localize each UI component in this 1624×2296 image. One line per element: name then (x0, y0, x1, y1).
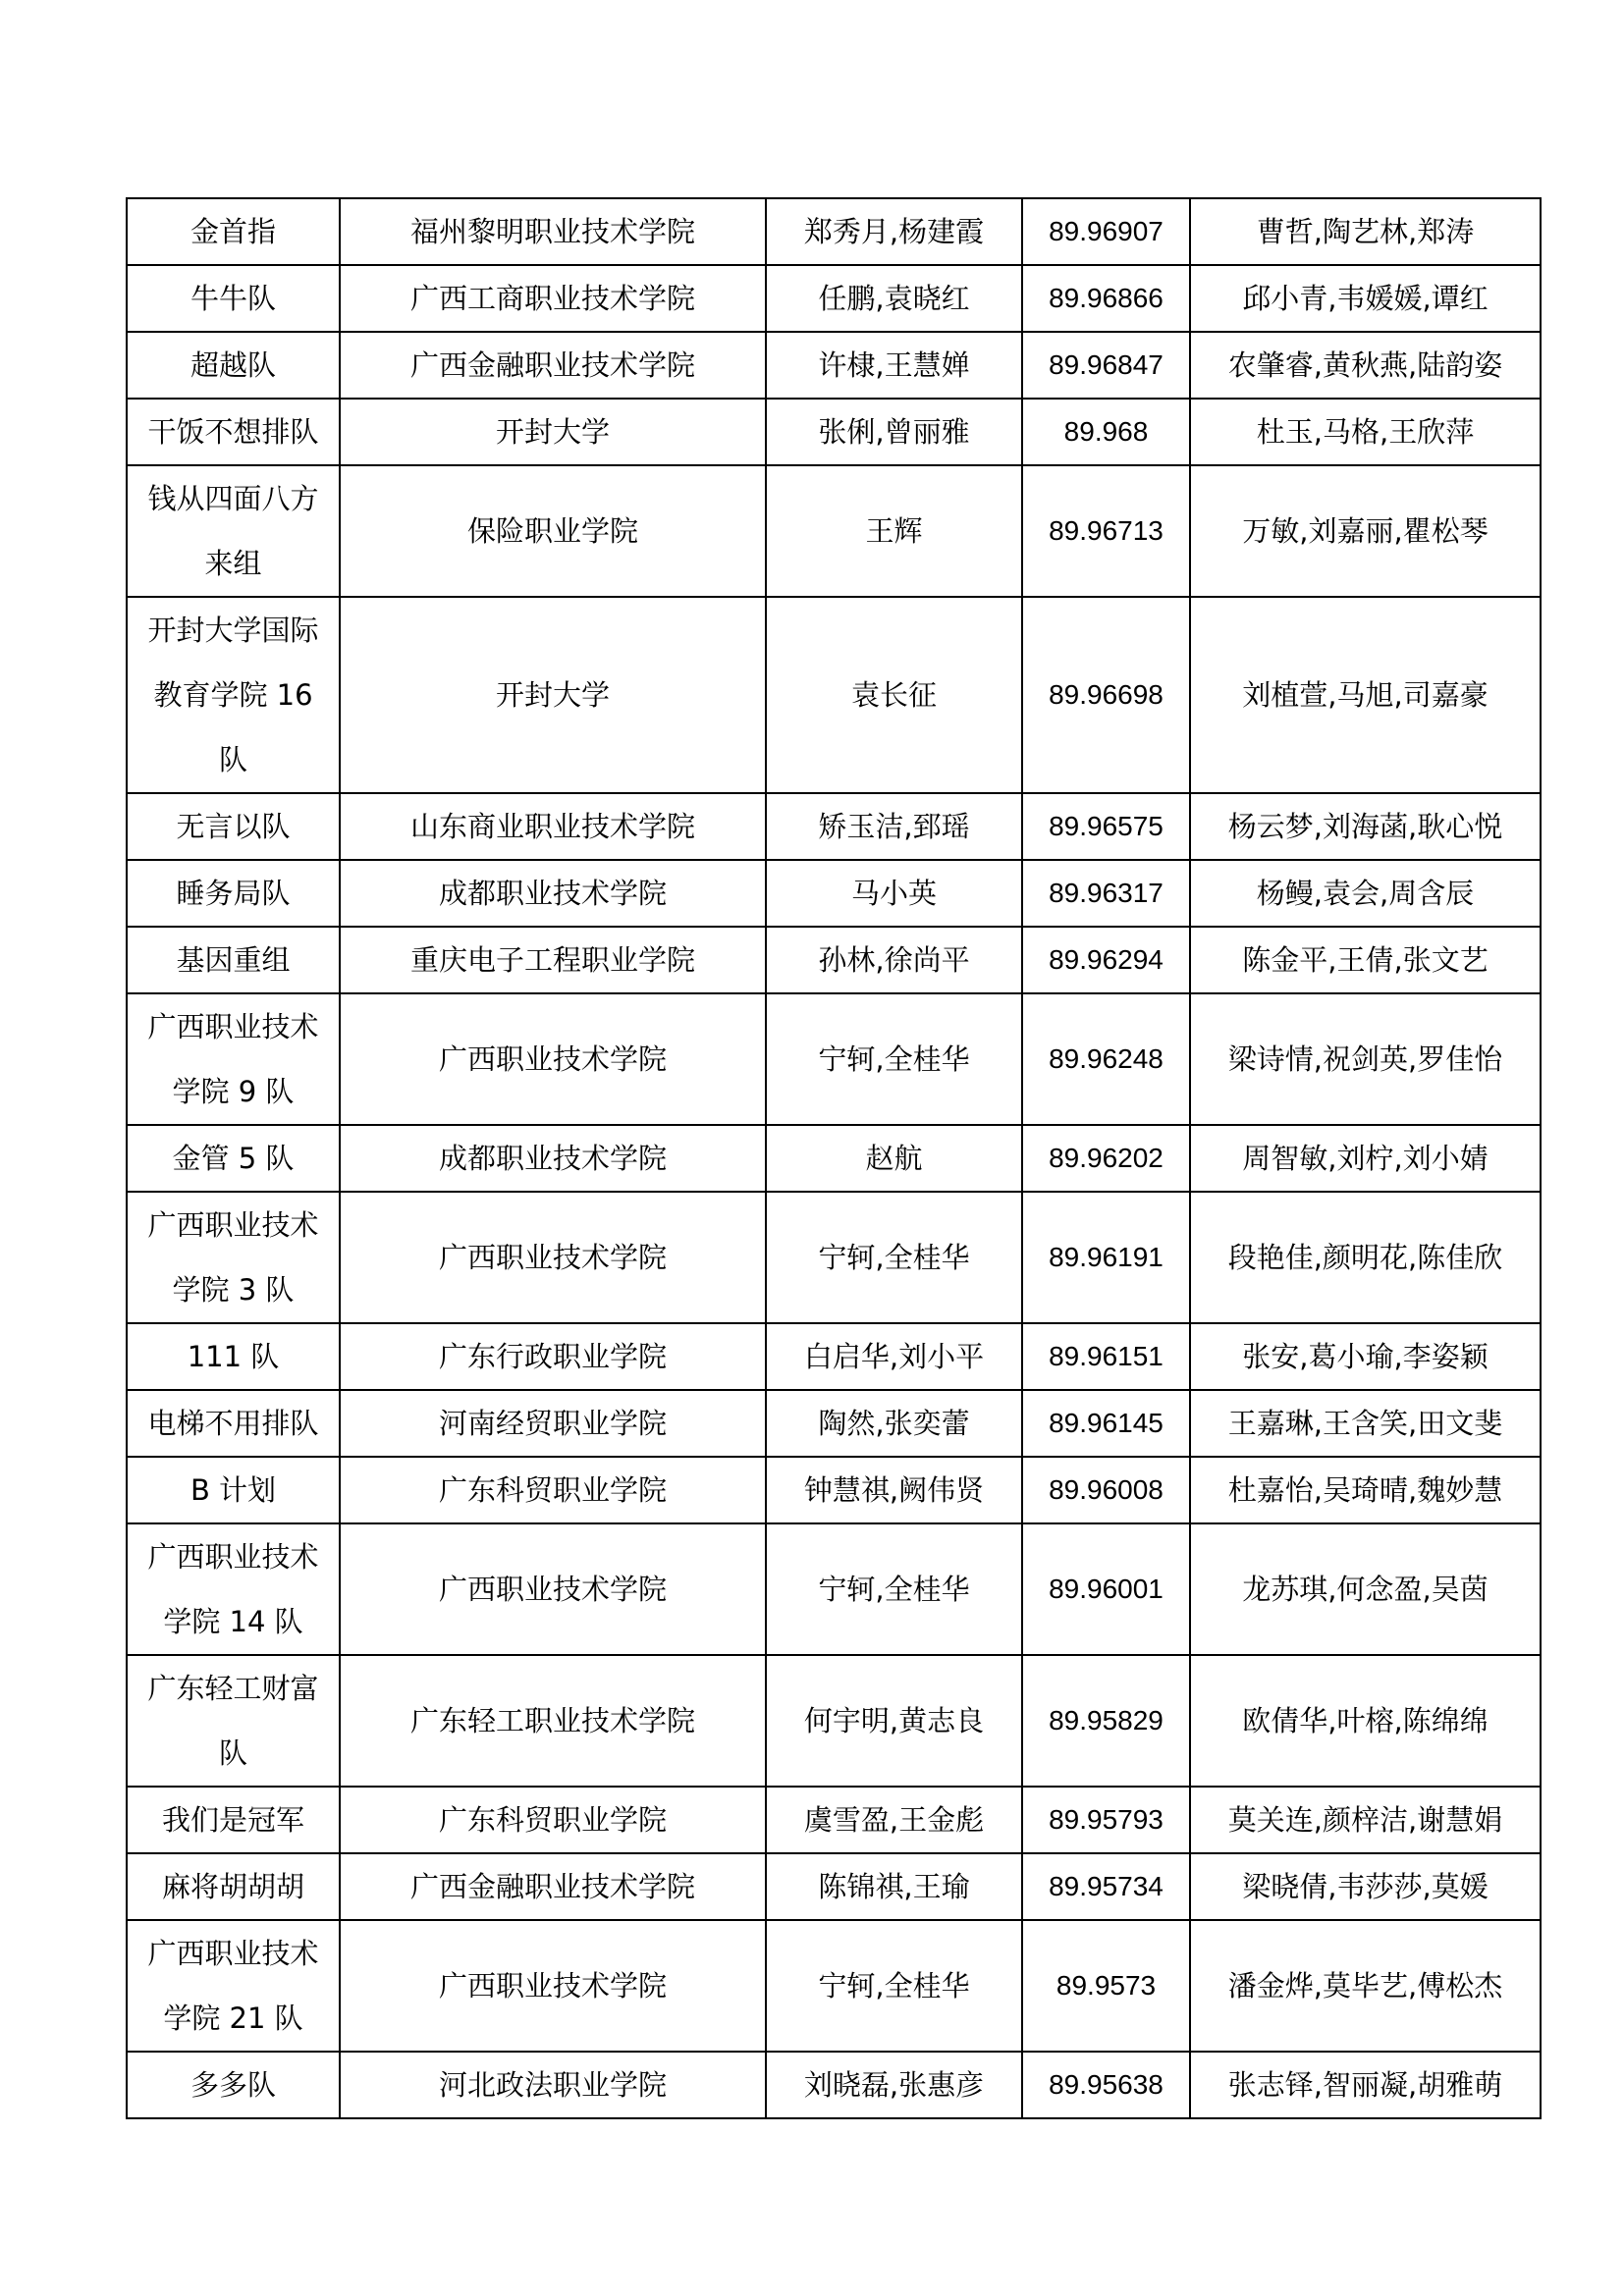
school-cell: 广西金融职业技术学院 (340, 332, 766, 399)
members-cell: 杜嘉怡,吴琦晴,魏妙慧 (1190, 1457, 1541, 1523)
school-cell: 广东轻工职业技术学院 (340, 1655, 766, 1787)
school-cell: 广东科贸职业学院 (340, 1787, 766, 1853)
score-cell: 89.95793 (1022, 1787, 1190, 1853)
score-cell: 89.96248 (1022, 993, 1190, 1125)
score-cell: 89.9573 (1022, 1920, 1190, 2052)
score-cell: 89.96907 (1022, 198, 1190, 265)
members-cell: 邱小青,韦媛媛,谭红 (1190, 265, 1541, 332)
score-cell: 89.96866 (1022, 265, 1190, 332)
advisors-cell: 白启华,刘小平 (766, 1323, 1022, 1390)
table-row (127, 1390, 1541, 1457)
score-cell: 89.95734 (1022, 1853, 1190, 1920)
table-row (127, 1853, 1541, 1920)
table-row (127, 2052, 1541, 2118)
advisors-cell: 任鹏,袁晓红 (766, 265, 1022, 332)
advisors-cell: 袁长征 (766, 597, 1022, 793)
members-cell: 龙苏琪,何念盈,吴茵 (1190, 1523, 1541, 1655)
advisors-cell: 许棣,王慧婵 (766, 332, 1022, 399)
advisors-cell: 宁轲,全桂华 (766, 1523, 1022, 1655)
advisors-cell: 何宇明,黄志良 (766, 1655, 1022, 1787)
score-cell: 89.96847 (1022, 332, 1190, 399)
advisors-cell: 陶然,张奕蕾 (766, 1390, 1022, 1457)
team-name-cell: 牛牛队 (127, 265, 340, 332)
score-cell: 89.96008 (1022, 1457, 1190, 1523)
members-cell: 周智敏,刘柠,刘小婧 (1190, 1125, 1541, 1192)
members-cell: 张志铎,智丽凝,胡雅萌 (1190, 2052, 1541, 2118)
team-name-cell: 111 队 (127, 1323, 340, 1390)
school-cell: 开封大学 (340, 597, 766, 793)
school-cell: 福州黎明职业技术学院 (340, 198, 766, 265)
team-name-cell: 无言以队 (127, 793, 340, 860)
school-cell: 山东商业职业技术学院 (340, 793, 766, 860)
team-name-cell: 广西职业技术学院 9 队 (127, 993, 340, 1125)
school-cell: 河南经贸职业学院 (340, 1390, 766, 1457)
table-row (127, 927, 1541, 993)
members-cell: 莫关连,颜梓洁,谢慧娟 (1190, 1787, 1541, 1853)
table-row (127, 265, 1541, 332)
school-cell: 河北政法职业学院 (340, 2052, 766, 2118)
team-name-cell: 超越队 (127, 332, 340, 399)
school-cell: 重庆电子工程职业学院 (340, 927, 766, 993)
members-cell: 杨鳗,袁会,周含辰 (1190, 860, 1541, 927)
members-cell: 欧倩华,叶榕,陈绵绵 (1190, 1655, 1541, 1787)
team-name-cell: 干饭不想排队 (127, 399, 340, 465)
advisors-cell: 刘晓磊,张惠彦 (766, 2052, 1022, 2118)
team-name-cell: B 计划 (127, 1457, 340, 1523)
school-cell: 广东科贸职业学院 (340, 1457, 766, 1523)
score-cell: 89.96317 (1022, 860, 1190, 927)
table-row (127, 399, 1541, 465)
team-name-cell: 开封大学国际教育学院 16 队 (127, 597, 340, 793)
team-name-cell: 金首指 (127, 198, 340, 265)
table-row (127, 1125, 1541, 1192)
members-cell: 农肇睿,黄秋燕,陆韵姿 (1190, 332, 1541, 399)
advisors-cell: 虞雪盈,王金彪 (766, 1787, 1022, 1853)
school-cell: 广东行政职业学院 (340, 1323, 766, 1390)
table-row (127, 1523, 1541, 1655)
advisors-cell: 郑秀月,杨建霞 (766, 198, 1022, 265)
advisors-cell: 宁轲,全桂华 (766, 993, 1022, 1125)
score-cell: 89.96294 (1022, 927, 1190, 993)
team-name-cell: 睡务局队 (127, 860, 340, 927)
advisors-cell: 宁轲,全桂华 (766, 1192, 1022, 1323)
table-row (127, 1457, 1541, 1523)
score-cell: 89.968 (1022, 399, 1190, 465)
table-row (127, 860, 1541, 927)
table-body (127, 198, 1541, 2118)
advisors-cell: 矫玉洁,郅瑶 (766, 793, 1022, 860)
members-cell: 杨云梦,刘海菡,耿心悦 (1190, 793, 1541, 860)
table-row (127, 1323, 1541, 1390)
members-cell: 梁晓倩,韦莎莎,莫媛 (1190, 1853, 1541, 1920)
team-name-cell: 广东轻工财富队 (127, 1655, 340, 1787)
score-cell: 89.96202 (1022, 1125, 1190, 1192)
school-cell: 广西工商职业技术学院 (340, 265, 766, 332)
table-row (127, 332, 1541, 399)
members-cell: 张安,葛小瑜,李姿颖 (1190, 1323, 1541, 1390)
score-cell: 89.95829 (1022, 1655, 1190, 1787)
table-row (127, 1192, 1541, 1323)
table-row (127, 993, 1541, 1125)
school-cell: 广西职业技术学院 (340, 1192, 766, 1323)
table-row (127, 1787, 1541, 1853)
table-row (127, 1920, 1541, 2052)
advisors-cell: 马小英 (766, 860, 1022, 927)
score-cell: 89.96575 (1022, 793, 1190, 860)
results-table (126, 197, 1542, 2119)
school-cell: 成都职业技术学院 (340, 1125, 766, 1192)
table-row (127, 465, 1541, 597)
members-cell: 万敏,刘嘉丽,瞿松琴 (1190, 465, 1541, 597)
team-name-cell: 麻将胡胡胡 (127, 1853, 340, 1920)
team-name-cell: 广西职业技术学院 3 队 (127, 1192, 340, 1323)
school-cell: 广西金融职业技术学院 (340, 1853, 766, 1920)
table-row (127, 198, 1541, 265)
school-cell: 广西职业技术学院 (340, 1523, 766, 1655)
advisors-cell: 宁轲,全桂华 (766, 1920, 1022, 2052)
team-name-cell: 多多队 (127, 2052, 340, 2118)
score-cell: 89.95638 (1022, 2052, 1190, 2118)
team-name-cell: 基因重组 (127, 927, 340, 993)
score-cell: 89.96713 (1022, 465, 1190, 597)
team-name-cell: 金管 5 队 (127, 1125, 340, 1192)
members-cell: 曹哲,陶艺林,郑涛 (1190, 198, 1541, 265)
advisors-cell: 张俐,曾丽雅 (766, 399, 1022, 465)
advisors-cell: 王辉 (766, 465, 1022, 597)
score-cell: 89.96191 (1022, 1192, 1190, 1323)
table-row (127, 793, 1541, 860)
score-cell: 89.96698 (1022, 597, 1190, 793)
members-cell: 梁诗情,祝剑英,罗佳怡 (1190, 993, 1541, 1125)
school-cell: 广西职业技术学院 (340, 993, 766, 1125)
score-cell: 89.96145 (1022, 1390, 1190, 1457)
team-name-cell: 广西职业技术学院 14 队 (127, 1523, 340, 1655)
team-name-cell: 钱从四面八方来组 (127, 465, 340, 597)
school-cell: 开封大学 (340, 399, 766, 465)
members-cell: 陈金平,王倩,张文艺 (1190, 927, 1541, 993)
team-name-cell: 我们是冠军 (127, 1787, 340, 1853)
advisors-cell: 陈锦祺,王瑜 (766, 1853, 1022, 1920)
members-cell: 王嘉琳,王含笑,田文斐 (1190, 1390, 1541, 1457)
school-cell: 广西职业技术学院 (340, 1920, 766, 2052)
team-name-cell: 电梯不用排队 (127, 1390, 340, 1457)
advisors-cell: 钟慧祺,阙伟贤 (766, 1457, 1022, 1523)
school-cell: 成都职业技术学院 (340, 860, 766, 927)
members-cell: 潘金烨,莫毕艺,傅松杰 (1190, 1920, 1541, 2052)
advisors-cell: 孙林,徐尚平 (766, 927, 1022, 993)
members-cell: 杜玉,马格,王欣萍 (1190, 399, 1541, 465)
table-row (127, 1655, 1541, 1787)
team-name-cell: 广西职业技术学院 21 队 (127, 1920, 340, 2052)
advisors-cell: 赵航 (766, 1125, 1022, 1192)
members-cell: 刘植萱,马旭,司嘉豪 (1190, 597, 1541, 793)
score-cell: 89.96151 (1022, 1323, 1190, 1390)
members-cell: 段艳佳,颜明花,陈佳欣 (1190, 1192, 1541, 1323)
school-cell: 保险职业学院 (340, 465, 766, 597)
score-cell: 89.96001 (1022, 1523, 1190, 1655)
table-row (127, 597, 1541, 793)
